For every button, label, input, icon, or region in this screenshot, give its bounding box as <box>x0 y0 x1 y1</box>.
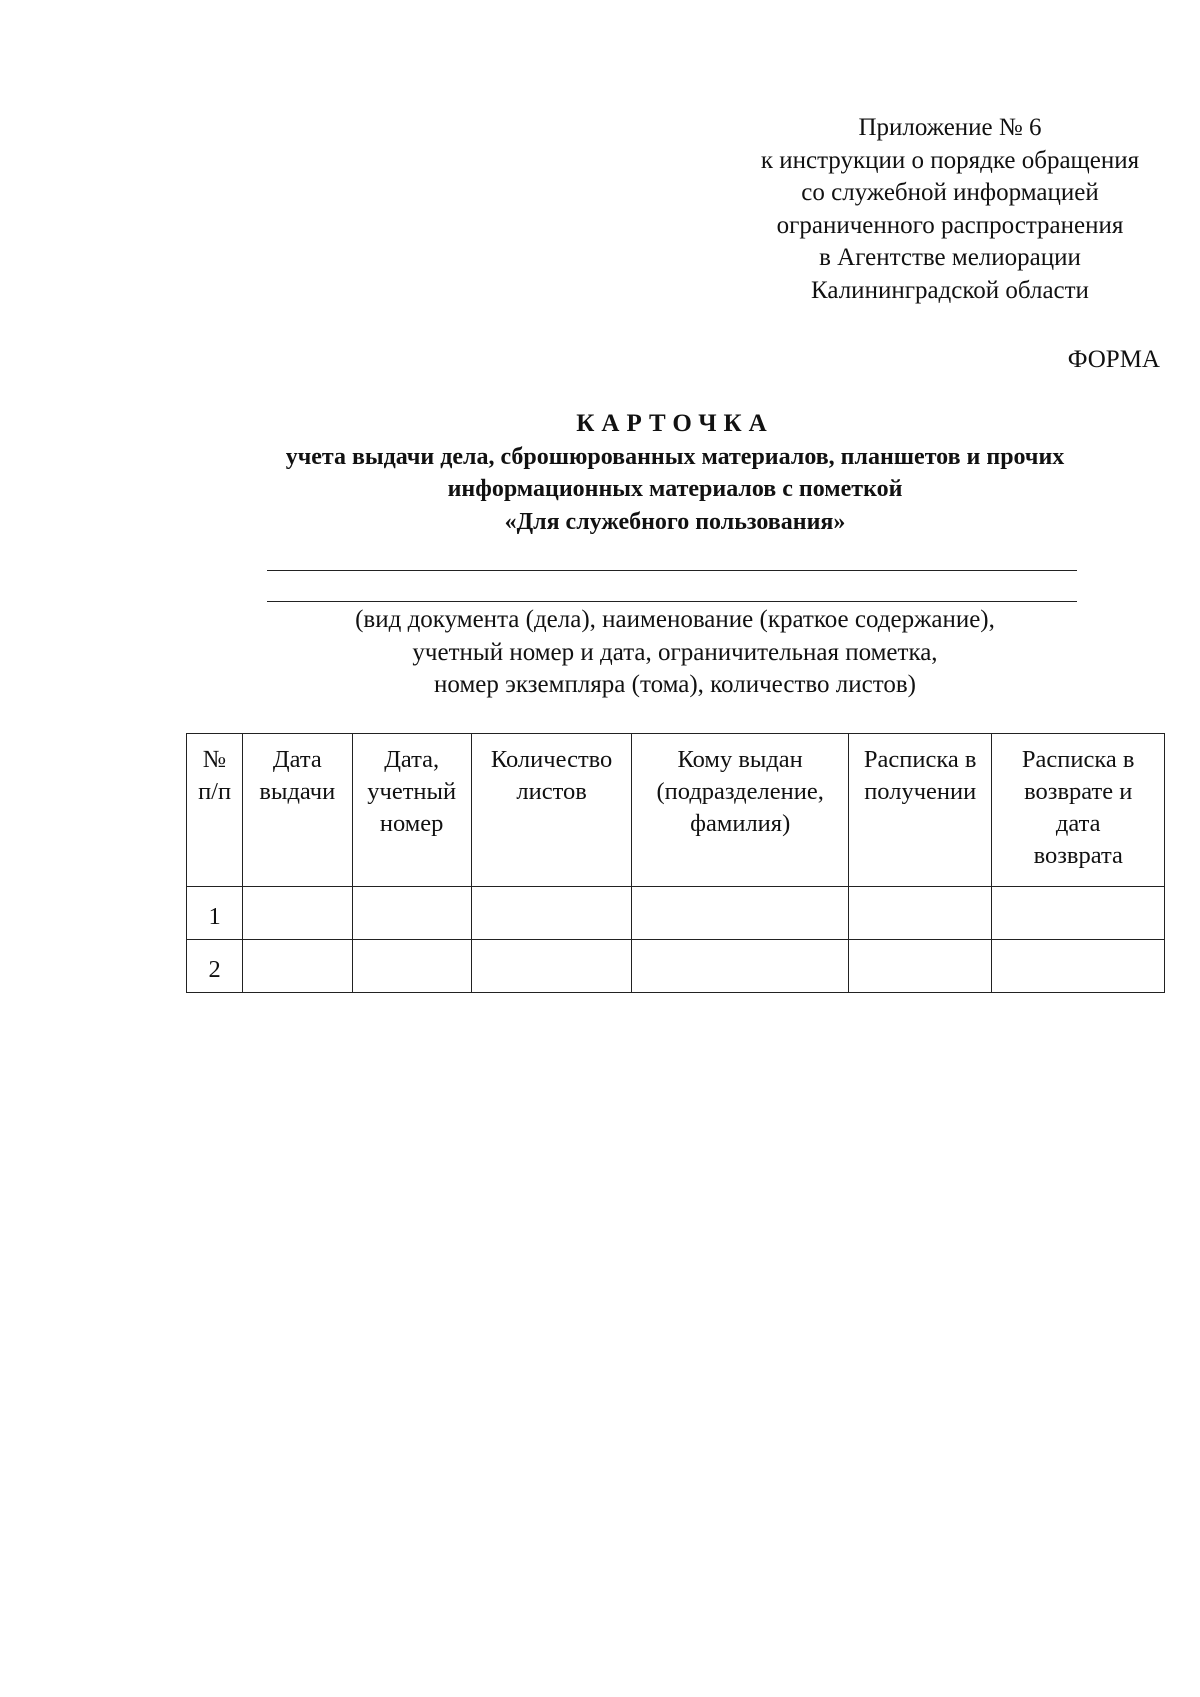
header-text: Кому выдан <box>677 746 803 773</box>
caption-line: номер экземпляра (тома), количество листов) <box>434 671 916 698</box>
appendix-line: в Агентстве мелиорации <box>819 244 1081 272</box>
table-cell <box>992 940 1165 993</box>
table-cell <box>632 887 849 940</box>
header-text: Расписка в <box>1021 746 1135 773</box>
fill-in-caption <box>150 604 1200 702</box>
header-text: дата <box>1055 810 1101 837</box>
header-text: получении <box>864 778 977 805</box>
table-row <box>187 940 1165 993</box>
document-title <box>150 408 1200 538</box>
fill-in-line <box>267 570 1077 571</box>
header-text: (подразделение, <box>656 778 824 805</box>
appendix-line: к инструкции о порядке обращения <box>760 146 1140 174</box>
table-cell <box>849 887 992 940</box>
issuance-register-table <box>186 733 1165 993</box>
header-issue-date <box>243 734 352 887</box>
appendix-line: Приложение № 6 <box>858 114 1042 141</box>
title-subtitle-line: информационных материалов с пометкой <box>447 476 903 502</box>
header-date-accounting-number <box>352 734 471 887</box>
header-issued-to <box>632 734 849 887</box>
header-text: фамилия) <box>690 810 791 837</box>
appendix-line: ограниченного распространения <box>776 211 1124 239</box>
title-subtitle-line: учета выдачи дела, сброшюрованных материалов, планшетов и прочих <box>285 443 1065 470</box>
header-text: Расписка в <box>863 746 977 773</box>
title-heading: КАРТОЧКА <box>576 410 774 437</box>
appendix-header <box>700 112 1200 308</box>
fill-in-line <box>267 601 1077 602</box>
header-text: выдачи <box>259 778 336 805</box>
header-text: Дата <box>272 746 322 773</box>
header-text: Дата, <box>384 746 440 773</box>
table-cell <box>849 940 992 993</box>
table-header-row <box>187 734 1165 887</box>
header-text: листов <box>516 778 587 805</box>
table-cell-number: 1 <box>187 887 243 940</box>
header-text: возврата <box>1033 842 1123 869</box>
table-cell <box>352 887 471 940</box>
title-subtitle-line: «Для служебного пользования» <box>504 508 846 535</box>
table-cell <box>243 887 352 940</box>
table-row <box>187 887 1165 940</box>
header-text: п/п <box>198 778 232 805</box>
header-text: № <box>202 746 227 773</box>
caption-line: (вид документа (дела), наименование (краткое содержание), <box>355 606 995 633</box>
form-label: ФОРМА <box>1067 346 1160 373</box>
header-receipt-signature <box>849 734 992 887</box>
header-text: Количество <box>490 746 613 773</box>
caption-line: учетный номер и дата, ограничительная пометка, <box>412 638 938 666</box>
header-text: номер <box>379 810 444 837</box>
table-cell <box>243 940 352 993</box>
appendix-line: со служебной информацией <box>801 179 1099 207</box>
header-text: учетный <box>367 778 457 805</box>
table-cell <box>471 887 631 940</box>
table-cell <box>632 940 849 993</box>
header-return-signature-date <box>992 734 1165 887</box>
table-cell <box>352 940 471 993</box>
header-sheet-count <box>471 734 631 887</box>
header-number <box>187 734 243 887</box>
appendix-line: Калининградской области <box>811 276 1089 304</box>
table-cell <box>992 887 1165 940</box>
header-text: возврате и <box>1024 778 1133 805</box>
table-cell-number: 2 <box>187 940 243 993</box>
table-cell <box>471 940 631 993</box>
